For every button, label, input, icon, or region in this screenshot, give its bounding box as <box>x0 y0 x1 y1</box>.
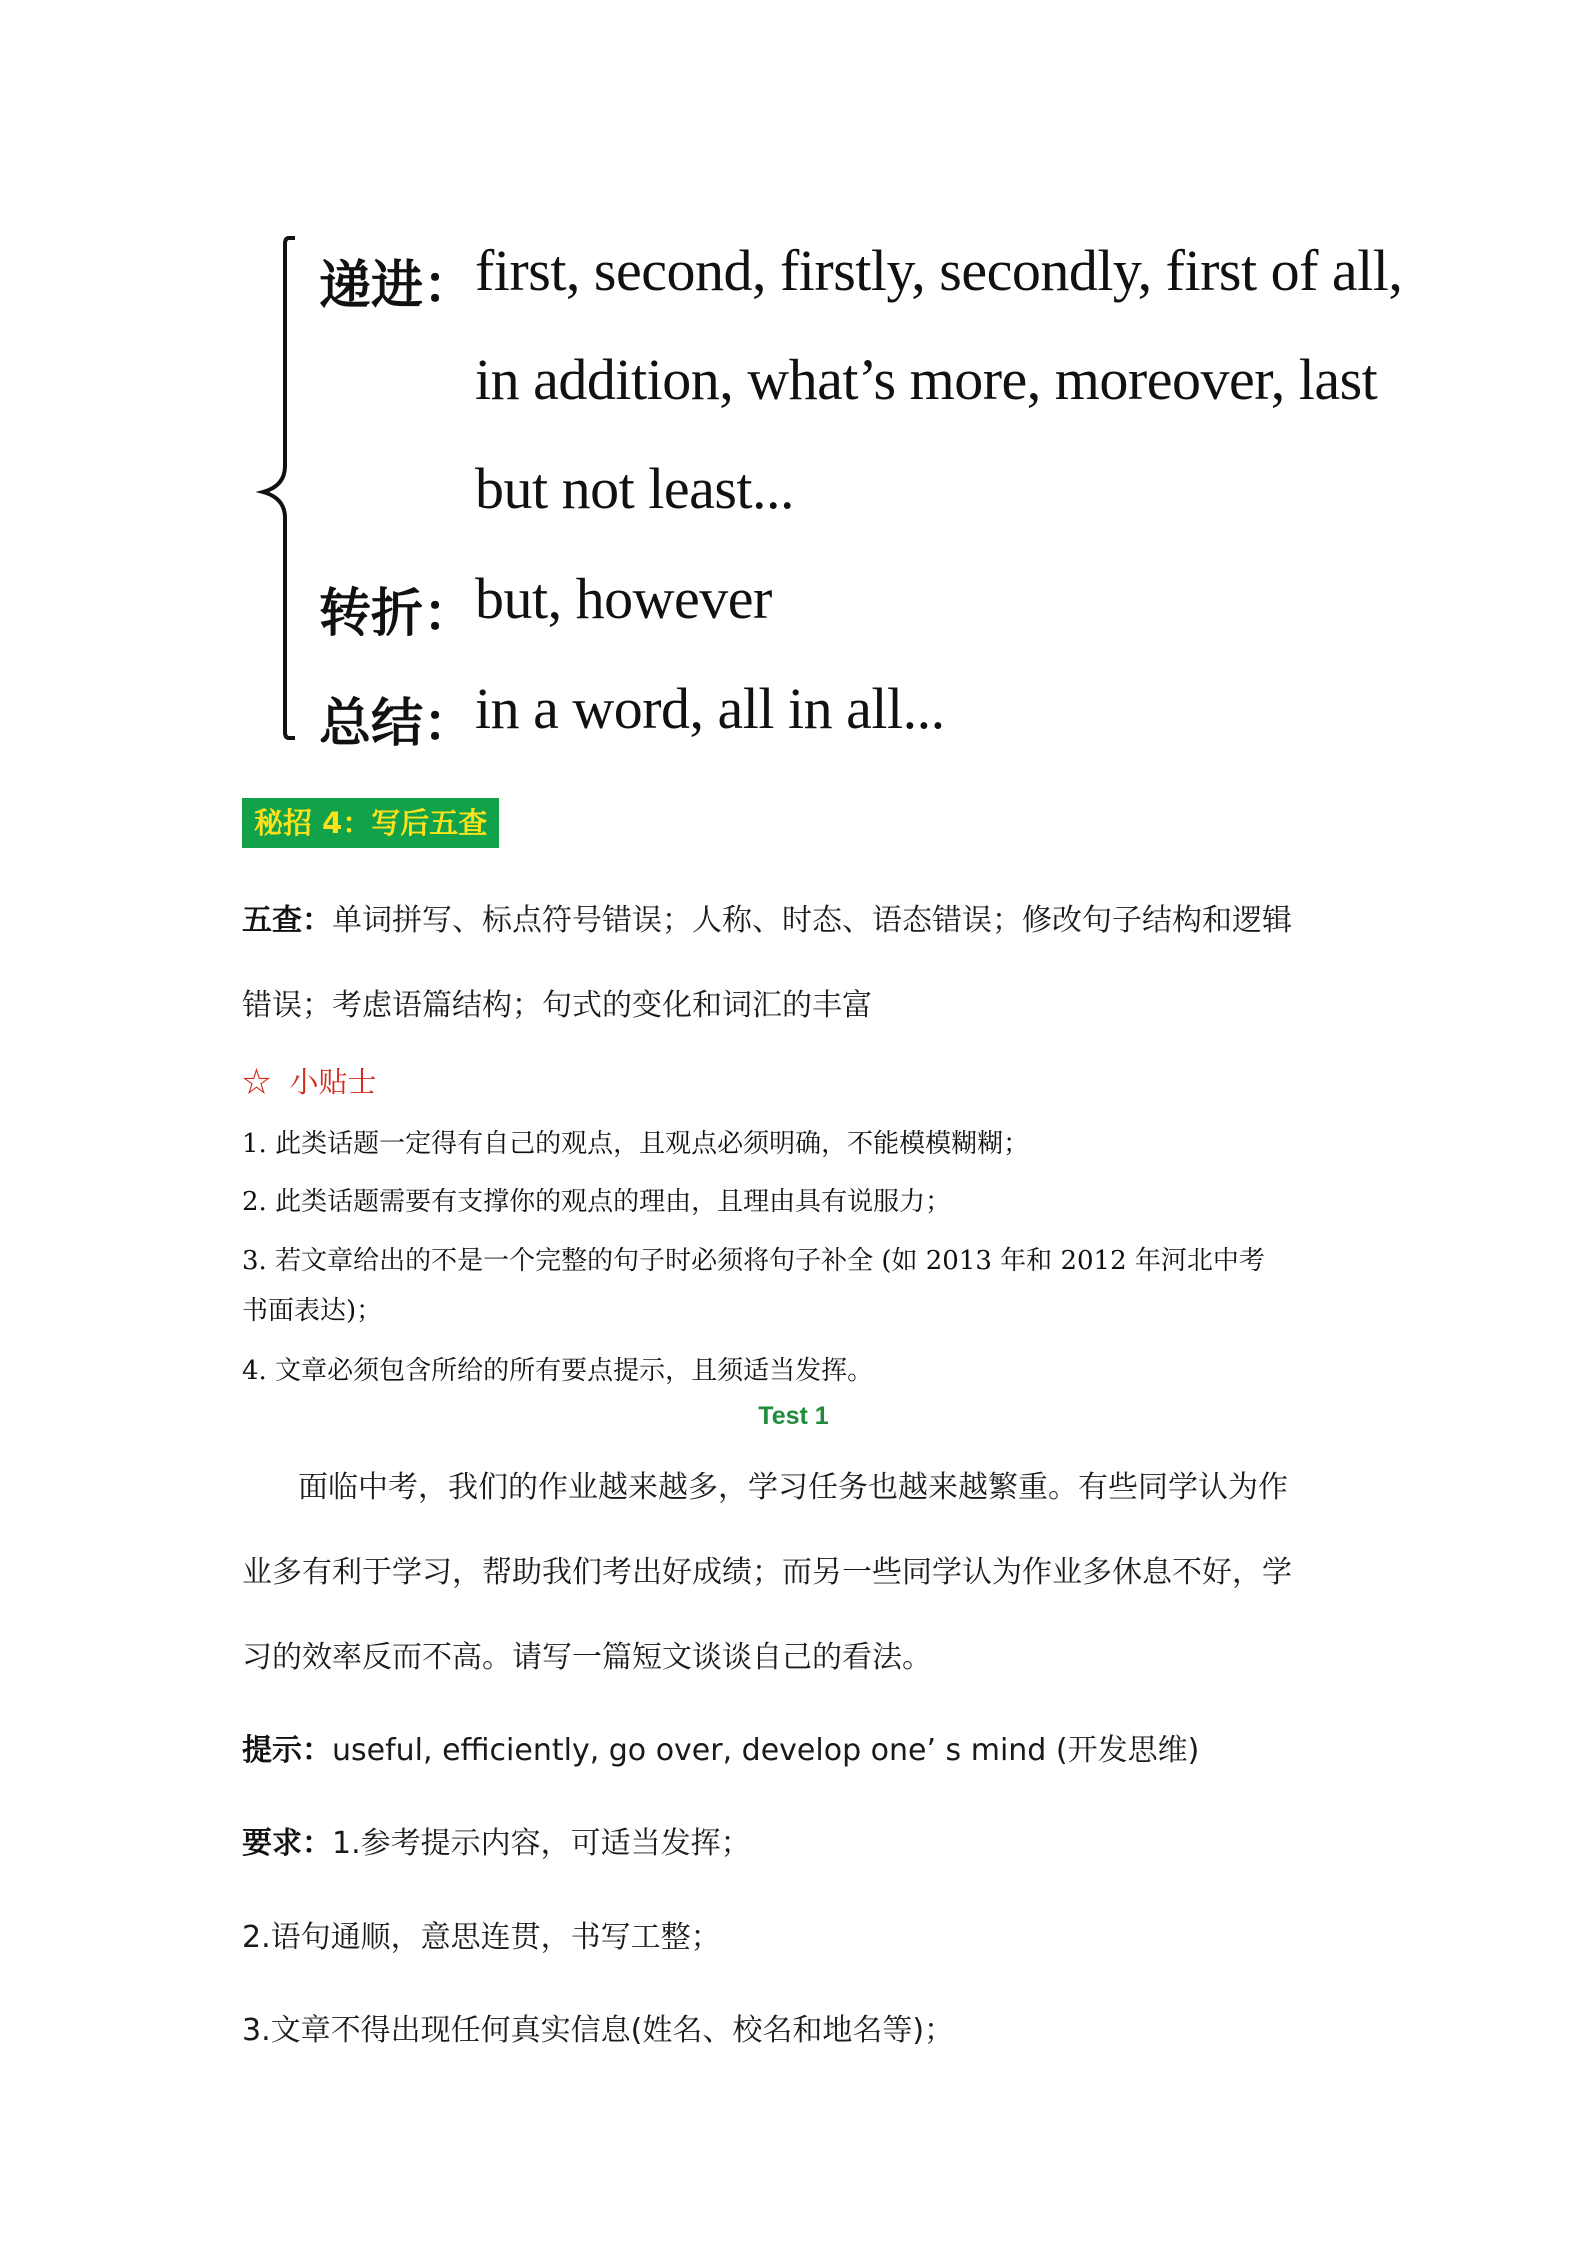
section-badge: 秘招 4：写后五查 <box>242 798 499 848</box>
hint-text: useful, efficiently, go over, develop one’ s mind (开发思维) <box>332 1733 1200 1768</box>
prompt-line-2: 业多有利于学习，帮助我们考出好成绩；而另一些同学认为作业多休息不好，学 <box>242 1555 1292 1590</box>
five-checks-label: 五查： <box>242 903 332 938</box>
prompt-line-3: 习的效率反而不高。请写一篇短文谈谈自己的看法。 <box>242 1640 932 1675</box>
prompt-line-1: 面临中考，我们的作业越来越多，学习任务也越来越繁重。有些同学认为作 <box>298 1470 1288 1505</box>
progression-text-line1: first, second, firstly, secondly, first of all, <box>475 238 1403 303</box>
requirement-2: 2.语句通顺，意思连贯，书写工整； <box>242 1920 721 1955</box>
contrast-label: 转折： <box>319 583 476 644</box>
five-checks-text1: 单词拼写、标点符号错误；人称、时态、语态错误；修改句子结构和逻辑 <box>332 903 1292 938</box>
tips-title: 小贴士 <box>289 1065 377 1099</box>
connectors-figure <box>255 220 1403 760</box>
tip-item-3-cont: 书面表达)； <box>242 1296 383 1326</box>
hint-label: 提示： <box>242 1733 332 1768</box>
summary-label: 总结： <box>319 693 476 754</box>
progression-text-line3: but not least... <box>475 456 795 521</box>
tip-item-4: 4. 文章必须包含所给的所有要点提示，且须适当发挥。 <box>242 1356 874 1386</box>
requirement-1: 1.参考提示内容，可适当发挥； <box>332 1826 751 1861</box>
progression-label: 递进： <box>319 255 476 316</box>
five-checks-line2: 错误；考虑语篇结构；句式的变化和词汇的丰富 <box>242 988 872 1023</box>
hint-line <box>242 1725 1199 1769</box>
requirement-line-1 <box>242 1818 751 1862</box>
requirement-label: 要求： <box>242 1826 332 1861</box>
progression-text-line2: in addition, what’s more, moreover, last <box>475 347 1378 412</box>
curly-brace-icon <box>255 230 315 750</box>
tip-item-1: 1. 此类话题一定得有自己的观点，且观点必须明确，不能模模糊糊； <box>242 1129 1030 1159</box>
tip-item-2: 2. 此类话题需要有支撑你的观点的理由，且理由具有说服力； <box>242 1187 952 1217</box>
requirement-3: 3.文章不得出现任何真实信息(姓名、校名和地名等)； <box>242 2013 955 2048</box>
five-checks-line1 <box>242 895 1292 939</box>
test-title: Test 1 <box>758 1402 829 1430</box>
summary-text: in a word, all in all... <box>475 676 945 741</box>
contrast-text: but, however <box>475 566 772 631</box>
star-icon: ☆ <box>242 1065 272 1099</box>
tips-heading <box>242 1060 376 1101</box>
tip-item-3: 3. 若文章给出的不是一个完整的句子时必须将句子补全 (如 2013 年和 2012 年河北中考 <box>242 1246 1265 1276</box>
